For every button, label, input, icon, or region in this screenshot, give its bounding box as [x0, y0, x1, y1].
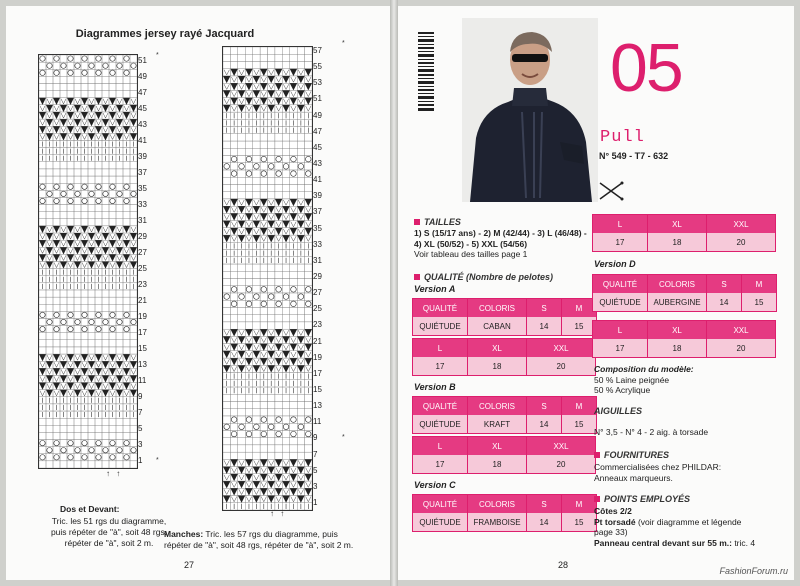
caption-line: répéter de "à", soit 48 rgs, répéter de "à", soit 2 m.: [164, 540, 354, 550]
tailles-text: [414, 228, 592, 260]
version-d-table: [592, 274, 777, 312]
td-l: 17: [593, 233, 648, 251]
th-s: S: [707, 275, 742, 293]
td-s: 14: [527, 317, 562, 335]
row-number: 51: [138, 56, 147, 65]
row-number: 1: [313, 498, 318, 507]
row-number: 33: [138, 200, 147, 209]
th-m: M: [562, 397, 596, 415]
panneau-label: Panneau central devant sur 55 m.:: [594, 537, 732, 548]
tailles-heading: [414, 217, 461, 227]
pattern-number: 05: [610, 30, 682, 106]
right-page: [398, 6, 794, 580]
row-number: 41: [313, 175, 322, 185]
fournitures-heading: [594, 450, 669, 460]
td-s: 14: [527, 513, 562, 531]
th-xl: XL: [648, 215, 707, 233]
qualite-heading-text: QUALITÉ (Nombre de pelotes): [424, 272, 554, 282]
needles-icon: [598, 181, 624, 201]
row-number: 49: [313, 110, 322, 120]
row-number: 23: [138, 280, 147, 289]
composition-line: 50 % Laine peignée: [594, 374, 670, 385]
row-number: 39: [313, 191, 322, 201]
aiguilles-text: N° 3,5 - N° 4 - 2 aig. à torsade: [594, 427, 709, 437]
row-number: 31: [313, 255, 322, 265]
th-l: L: [593, 321, 648, 339]
aiguilles-heading-text: AIGUILLES: [594, 406, 643, 416]
td-l: 17: [413, 455, 468, 473]
row-number: 25: [138, 264, 147, 273]
aiguilles-heading: [594, 406, 642, 416]
row-number: 15: [313, 385, 322, 394]
row-number: 7: [138, 408, 143, 417]
th-xxl: XXL: [707, 321, 775, 339]
repeat-arrows-right: ↑ ↑: [270, 509, 287, 518]
bullet-square-icon: [414, 219, 420, 225]
row-number: 1: [138, 456, 143, 465]
tailles-line: Voir tableau des tailles page 1: [414, 249, 528, 259]
row-number: 41: [138, 136, 147, 145]
td-xxl: 20: [707, 233, 775, 251]
row-number: 7: [313, 449, 318, 459]
td-xl: 18: [468, 357, 527, 375]
th-coloris: COLORIS: [648, 275, 707, 293]
row-number: 29: [313, 272, 322, 281]
th-m: M: [562, 495, 596, 513]
fournitures-line: Commercialisées chez PHILDAR:: [594, 462, 722, 472]
td-xl: 18: [468, 455, 527, 473]
th-coloris: COLORIS: [468, 397, 527, 415]
th-s: S: [527, 299, 562, 317]
row-number: 47: [313, 126, 322, 136]
th-qualite: QUALITÉ: [593, 275, 648, 293]
composition-line: 50 % Acrylique: [594, 385, 651, 395]
page-number-left: 27: [184, 560, 195, 570]
caption-line: Tric. les 51 rgs du diagramme,: [51, 516, 167, 526]
row-number: 25: [313, 304, 322, 314]
row-number: 17: [138, 328, 147, 337]
th-coloris: COLORIS: [468, 495, 527, 513]
row-number: 13: [138, 360, 147, 369]
bullet-square-icon: [594, 496, 600, 502]
watermark: FashionForum.ru: [719, 566, 788, 576]
td-m: 15: [562, 513, 596, 531]
td-coloris: FRAMBOISE: [468, 513, 527, 531]
version-b-table: [412, 396, 597, 434]
reference-number: N° 549 - T7 - 632: [599, 151, 669, 161]
td-xl: 18: [648, 233, 707, 251]
tailles-line: 4) XL (50/52) - 5) XXL (54/56): [414, 238, 528, 249]
row-number: 53: [313, 78, 322, 88]
version-a-size-table: [412, 338, 596, 376]
caption-line: puis répéter de "à", soit 48 rgs.: [50, 527, 168, 537]
row-number: 19: [313, 352, 322, 362]
row-number: 57: [313, 46, 322, 55]
fournitures-heading-text: FOURNITURES: [604, 450, 669, 460]
td-l: 17: [413, 357, 468, 375]
panneau-text: tric. 4: [731, 537, 756, 548]
row-number: 45: [138, 104, 147, 113]
th-coloris: COLORIS: [468, 299, 527, 317]
th-qualite: QUALITÉ: [413, 397, 468, 415]
chart-dos-devant: [38, 54, 138, 469]
points-heading-text: POINTS EMPLOYÉS: [604, 494, 691, 504]
th-l: L: [413, 339, 468, 357]
composition-title: Composition du modèle:: [594, 364, 694, 374]
td-coloris: KRAFT: [468, 415, 527, 433]
row-number: 3: [313, 481, 318, 491]
row-number: 47: [138, 88, 147, 97]
th-m: M: [562, 299, 596, 317]
th-qualite: QUALITÉ: [413, 495, 468, 513]
th-xl: XL: [468, 437, 527, 455]
td-qualite: QUIÉTUDE: [413, 513, 468, 531]
fournitures-text: [594, 462, 784, 483]
row-number: 33: [313, 239, 322, 249]
td-qualite: QUIÉTUDE: [593, 293, 648, 311]
version-d-size-table: [592, 320, 776, 358]
td-m: 15: [742, 293, 776, 311]
td-coloris: AUBERGINE: [648, 293, 707, 311]
row-number: 37: [313, 207, 322, 217]
row-number: 35: [313, 223, 322, 233]
td-xl: 18: [648, 339, 707, 357]
pt-torsade-text2: page 33): [594, 527, 628, 537]
qualite-heading: [414, 272, 553, 282]
row-number: 37: [138, 168, 147, 177]
caption-manches-label: Manches:: [164, 529, 204, 539]
tailles-line: 1) S (15/17 ans) - 2) M (42/44) - 3) L (46/48) -: [414, 228, 587, 238]
row-number: 31: [138, 216, 147, 225]
garment-name: Pull: [600, 128, 645, 147]
barcode-image: [418, 32, 434, 112]
version-c-label: Version C: [414, 480, 456, 490]
chart-manches: [222, 46, 313, 511]
version-a-label: Version A: [414, 284, 456, 294]
points-heading: [594, 494, 690, 504]
fournitures-line: Anneaux marqueurs.: [594, 472, 673, 483]
th-l: L: [593, 215, 648, 233]
composition: [594, 364, 784, 396]
td-qualite: QUIÉTUDE: [413, 317, 468, 335]
row-number: 27: [313, 288, 322, 298]
pt-torsade-text: (voir diagramme et légende: [635, 516, 742, 527]
repeat-marker-top-left: *: [156, 52, 159, 59]
row-number: 55: [313, 62, 322, 72]
td-xxl: 20: [707, 339, 775, 357]
row-number: 21: [138, 296, 147, 305]
top-size-table: [592, 214, 776, 252]
td-l: 17: [593, 339, 648, 357]
td-s: 14: [527, 415, 562, 433]
row-number: 29: [138, 232, 147, 241]
row-number: 5: [313, 465, 318, 475]
row-number: 43: [313, 159, 322, 168]
version-b-size-table: [412, 436, 596, 474]
row-number: 21: [313, 336, 322, 346]
cotes-line: Côtes 2/2: [594, 506, 632, 516]
model-photo: [462, 18, 598, 202]
version-d-label: Version D: [594, 259, 636, 269]
row-number: 9: [313, 433, 318, 443]
row-number: 11: [138, 376, 147, 385]
row-number: 45: [313, 142, 322, 152]
bullet-square-icon: [594, 452, 600, 458]
row-number: 23: [313, 320, 322, 330]
row-number: 17: [313, 368, 322, 378]
row-number: 13: [313, 401, 322, 411]
book-gutter: [390, 0, 398, 586]
repeat-marker-top-right: *: [342, 40, 345, 47]
row-number: 43: [138, 120, 147, 129]
th-s: S: [527, 495, 562, 513]
repeat-marker-bottom-right: *: [342, 434, 345, 441]
th-l: L: [413, 437, 468, 455]
th-xl: XL: [648, 321, 707, 339]
th-xxl: XXL: [527, 339, 595, 357]
page-number-right: 28: [558, 560, 569, 570]
th-xxl: XXL: [707, 215, 775, 233]
td-qualite: QUIÉTUDE: [413, 415, 468, 433]
th-xl: XL: [468, 339, 527, 357]
caption-dos-devant: [34, 516, 184, 549]
td-s: 14: [707, 293, 742, 311]
td-xxl: 20: [527, 357, 595, 375]
repeat-arrows-left: ↑ ↑: [106, 469, 123, 478]
version-a-table: [412, 298, 597, 336]
row-number: 19: [138, 312, 147, 321]
td-m: 15: [562, 317, 596, 335]
version-c-table: [412, 494, 597, 532]
caption-line: Tric. les 57 rgs du diagramme, puis: [203, 529, 338, 539]
repeat-marker-bottom-left: *: [156, 457, 159, 464]
row-number: 3: [138, 440, 143, 449]
th-qualite: QUALITÉ: [413, 299, 468, 317]
th-xxl: XXL: [527, 437, 595, 455]
row-number: 51: [313, 94, 322, 104]
row-number: 35: [138, 184, 147, 193]
row-number: 49: [138, 72, 147, 81]
row-number: 15: [138, 344, 147, 353]
caption-dos-devant-title: Dos et Devant:: [60, 504, 120, 514]
row-number: 39: [138, 152, 147, 161]
diagram-title: Diagrammes jersey rayé Jacquard: [75, 28, 255, 40]
td-m: 15: [562, 415, 596, 433]
version-b-label: Version B: [414, 382, 456, 392]
row-number: 5: [138, 424, 143, 433]
td-xxl: 20: [527, 455, 595, 473]
tailles-heading-text: TAILLES: [424, 217, 461, 227]
th-m: M: [742, 275, 776, 293]
row-number: 9: [138, 392, 143, 401]
left-page: [6, 6, 390, 580]
pt-torsade-label: Pt torsadé: [594, 516, 636, 527]
td-coloris: CABAN: [468, 317, 527, 335]
row-number: 11: [313, 417, 322, 427]
th-s: S: [527, 397, 562, 415]
row-number: 27: [138, 248, 147, 257]
points-text: [594, 506, 790, 548]
caption-line: répéter de "à", soit 2 m.: [64, 538, 154, 548]
caption-manches: [164, 529, 384, 551]
bullet-square-icon: [414, 274, 420, 280]
